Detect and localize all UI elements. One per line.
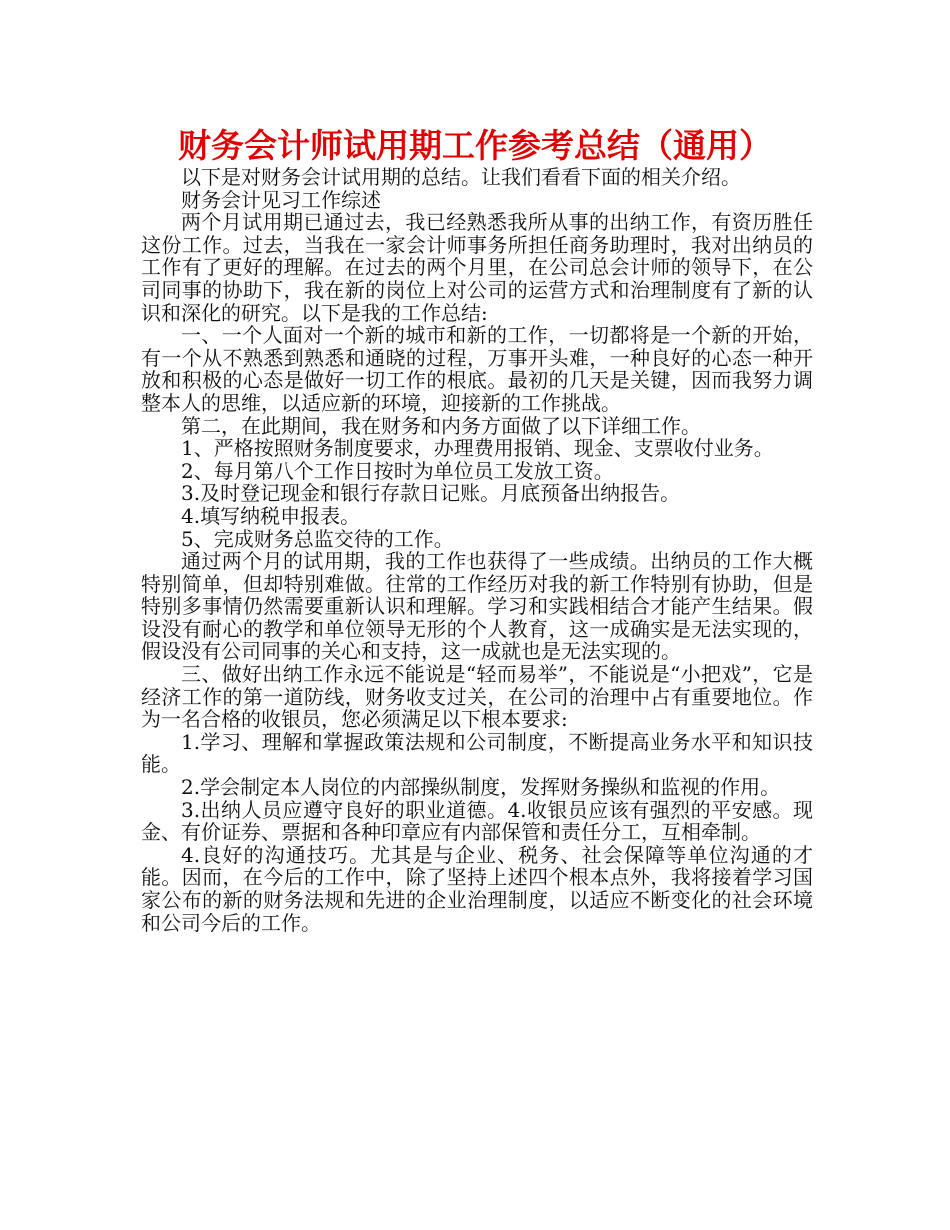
list-item: 5、完成财务总监交待的工作。 (181, 526, 454, 551)
paragraph: 两个月试用期已通过去，我已经熟悉我所从事的出纳工作，有资历胜任这份工作。过去，当我在一家会计师事务所担任商务助理时，我对出纳员的工作有了更好的理解。在过去的两个月里，在公司总会计师的领导下，在公司同事的协助下，我在新的岗位上对公司的运营方式和治理制度有了新的认识和深化的研究。以下是我的工作总结: (141, 210, 813, 325)
paragraph-intro: 以下是对财务会计试用期的总结。让我们看看下面的相关介绍。 (181, 165, 741, 189)
list-item: 3.出纳人员应遵守良好的职业道德。4.收银员应该有强烈的平安感。现金、有价证券、票据和各种印章应有内部保管和责任分工，互相牵制。 (141, 797, 813, 845)
paragraph-subtitle: 财务会计见习工作综述 (181, 187, 381, 212)
list-item: 4.良好的沟通技巧。尤其是与企业、税务、社会保障等单位沟通的才能。因而，在今后的工作中，除了坚持上述四个根本点外，我将接着学习国家公布的新的财务法规和先进的企业治理制度，以适应不断变化的社会环境和公司今后的工作。 (141, 842, 813, 935)
list-item: 2、每月第八个工作日按时为单位员工发放工资。 (181, 458, 614, 483)
list-item: 4.填写纳税申报表。 (181, 503, 361, 528)
list-item: 3.及时登记现金和银行存款日记账。月底预备出纳报告。 (181, 481, 681, 506)
paragraph: 通过两个月的试用期，我的工作也获得了一些成绩。出纳员的工作大概特别简单，但却特别难做。往常的工作经历对我的新工作特别有协助，但是特别多事情仍然需要重新认识和理解。学习和实践相结合才能产生结果。假设没有耐心的教学和单位领导无形的个人教育，这一成确实是无法实现的，假设没有公司同事的关心和支持，这一成就也是无法实现的。 (141, 549, 813, 664)
paragraph: 一、一个人面对一个新的城市和新的工作，一切都将是一个新的开始，有一个从不熟悉到熟悉和通晓的过程，万事开头难，一种良好的心态一种开放和积极的心态是做好一切工作的根底。最初的几天是关键，因而我努力调整本人的思维，以适应新的环境，迎接新的工作挑战。 (141, 323, 813, 415)
document-title: 财务会计师试用期工作参考总结（通用） (178, 126, 772, 165)
paragraph: 第二，在此期间，我在财务和内务方面做了以下详细工作。 (181, 413, 701, 438)
paragraph: 三、做好出纳工作永远不能说是“轻而易举”，不能说是“小把戏”，它是经济工作的第一道防线，财务收支过关，在公司的治理中占有重要地位。作为一名合格的收银员，您必须满足以下根本要求: (141, 662, 813, 732)
document-body (141, 166, 813, 934)
list-item: 2.学会制定本人岗位的内部操纵制度，发挥财务操纵和监视的作用。 (181, 775, 781, 800)
list-item: 1.学习、理解和掌握政策法规和公司制度，不断提高业务水平和知识技能。 (141, 729, 813, 777)
list-item: 1、严格按照财务制度要求，办理费用报销、现金、支票收付业务。 (181, 436, 774, 461)
